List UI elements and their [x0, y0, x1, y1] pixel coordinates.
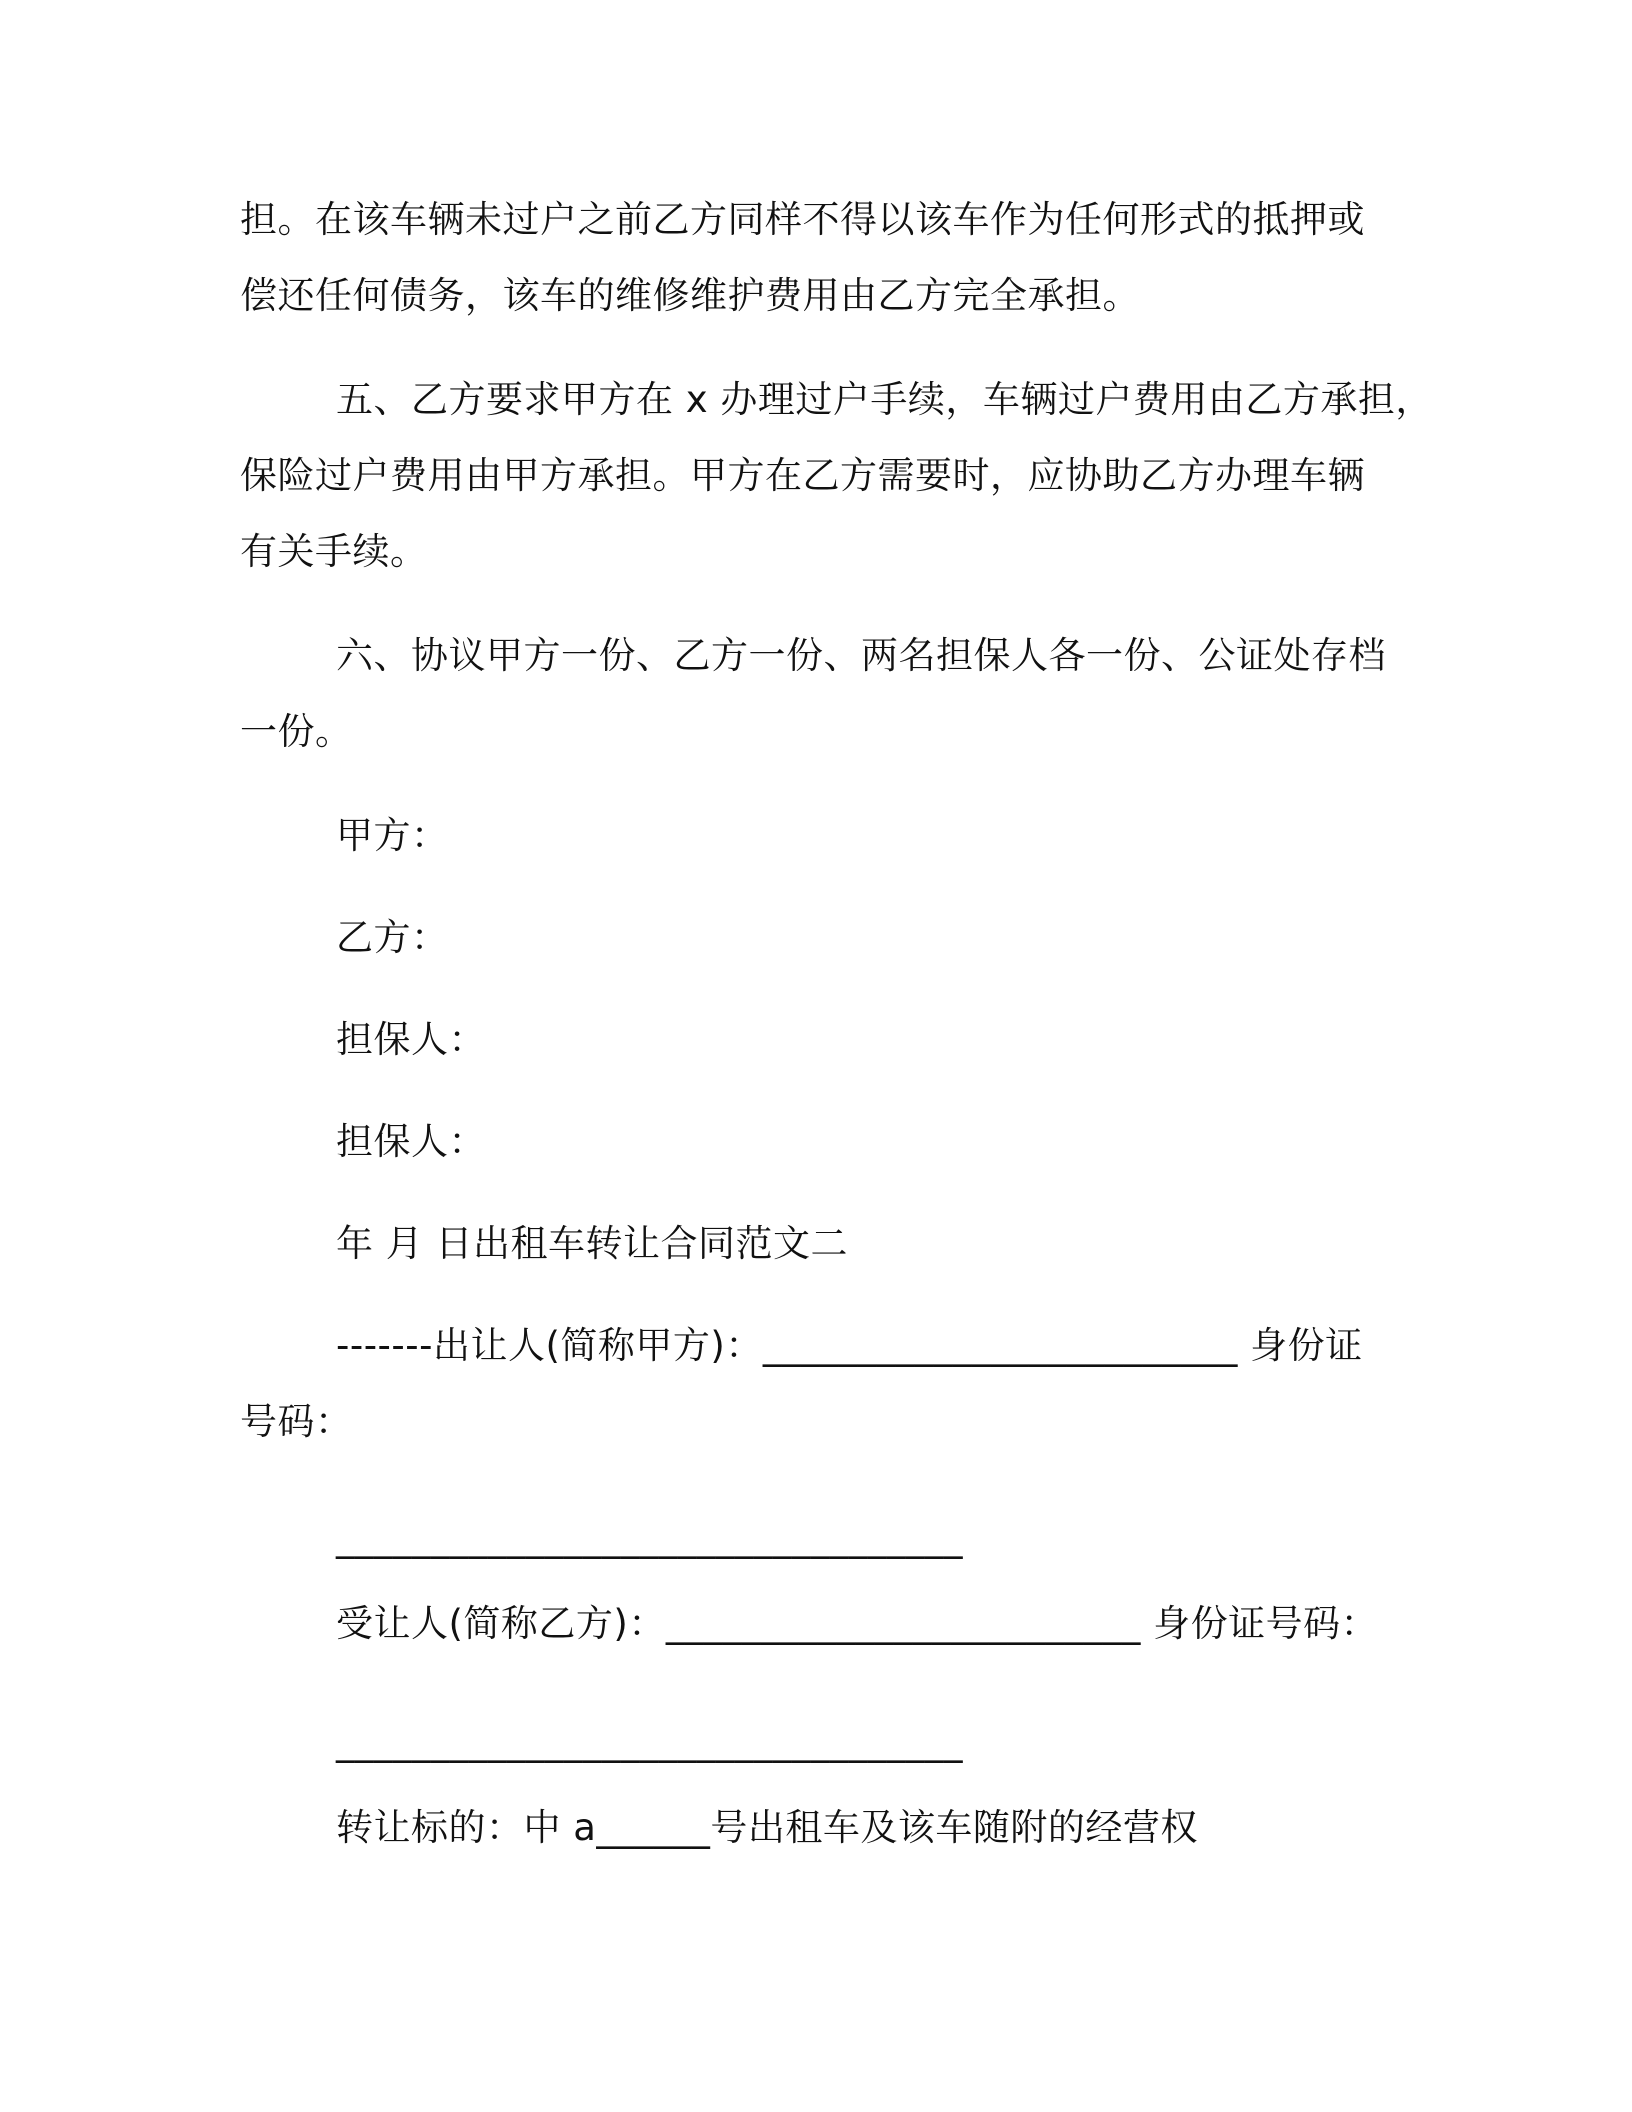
transferor-line-2: 号码：: [240, 1400, 353, 1443]
transferee-line: 受让人(简称乙方)：_________________________ 身份证号码：: [336, 1602, 1379, 1645]
date-and-section-title: 年 月 日出租车转让合同范文二: [336, 1222, 849, 1265]
transfer-subject-line: 转让标的：中 a______号出租车及该车随附的经营权: [336, 1806, 1198, 1849]
paragraph-4-line-1: 担。在该车辆未过户之前乙方同样不得以该车作为任何形式的抵押或: [240, 198, 1365, 241]
transferee-id-blank: _________________________________: [336, 1720, 963, 1763]
paragraph-6-line-2: 一份。: [240, 710, 353, 753]
transferor-id-blank: _________________________________: [336, 1516, 963, 1559]
paragraph-5-line-3: 有关手续。: [240, 530, 428, 573]
paragraph-5-line-2: 保险过户费用由甲方承担。甲方在乙方需要时，应协助乙方办理车辆: [240, 454, 1365, 497]
paragraph-6-line-1: 六、协议甲方一份、乙方一份、两名担保人各一份、公证处存档: [336, 634, 1386, 677]
paragraph-4-line-2: 偿还任何债务，该车的维修维护费用由乙方完全承担。: [240, 274, 1140, 317]
transferor-line-1: -------出让人(简称甲方)：_________________________ 身份证: [336, 1324, 1363, 1367]
party-a-signature: 甲方：: [336, 814, 449, 857]
guarantor-2-signature: 担保人：: [336, 1120, 486, 1163]
party-b-signature: 乙方：: [336, 916, 449, 959]
guarantor-1-signature: 担保人：: [336, 1018, 486, 1061]
paragraph-5-line-1: 五、乙方要求甲方在 x 办理过户手续，车辆过户费用由乙方承担，: [336, 378, 1433, 421]
